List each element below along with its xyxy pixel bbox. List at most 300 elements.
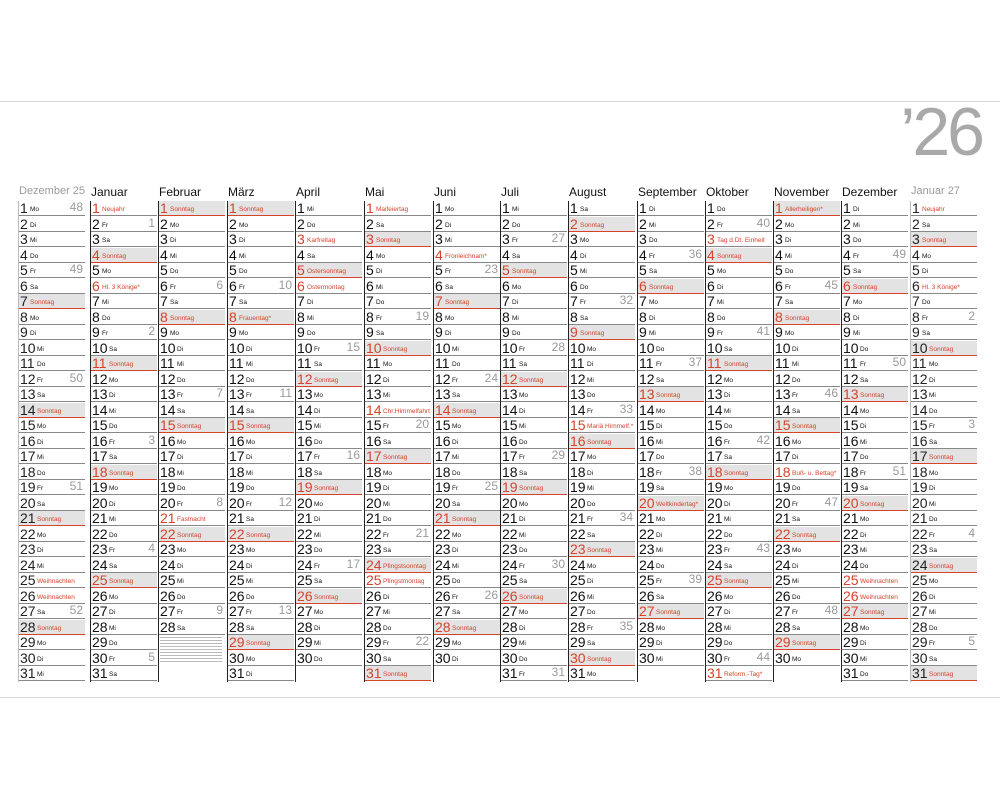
week-number: 13 <box>278 604 292 617</box>
day-cell <box>911 403 977 418</box>
weekday-label: Sonntag <box>452 624 477 632</box>
week-number: 35 <box>619 619 633 633</box>
day-number: 14 <box>707 402 723 418</box>
day-number: 27 <box>20 604 36 619</box>
weekday-label: Mi <box>860 655 867 663</box>
day-cell <box>774 542 840 557</box>
day-number: 20 <box>297 495 313 511</box>
day-number: 4 <box>297 247 305 263</box>
weekday-label: Do <box>587 392 596 399</box>
holiday-label: Pfingstmontag <box>383 578 425 585</box>
day-cell <box>774 263 840 278</box>
weekday-label: Fr <box>580 299 587 306</box>
weekday-label: Fr <box>102 221 109 229</box>
day-cell <box>842 294 908 309</box>
weekday-label: Do <box>512 330 521 337</box>
day-number: 3 <box>775 232 783 247</box>
month-header: August <box>569 185 607 199</box>
day-number: 16 <box>20 433 36 449</box>
day-number: 4 <box>92 247 100 263</box>
day-number: 22 <box>366 526 382 542</box>
day-cell <box>706 387 772 402</box>
day-cell <box>774 620 840 635</box>
day-cell <box>501 542 567 557</box>
weekday-label: Sa <box>785 299 793 306</box>
weekday-label: Mi <box>656 438 663 446</box>
day-cell <box>91 217 157 232</box>
day-number: 4 <box>775 247 783 263</box>
weekday-label: Mo <box>239 221 249 229</box>
day-cell <box>296 294 362 309</box>
day-number: 15 <box>570 418 586 433</box>
day-number: 28 <box>843 619 859 635</box>
day-cell <box>91 465 157 480</box>
day-cell <box>434 604 500 619</box>
weekday-label: Mo <box>170 330 180 337</box>
day-number: 13 <box>912 387 928 402</box>
day-cell <box>365 527 431 542</box>
month-column <box>500 201 569 682</box>
week-number: 2 <box>968 309 975 323</box>
day-number: 5 <box>570 263 578 278</box>
day-cell <box>638 651 704 666</box>
week-number: 36 <box>688 247 702 261</box>
weekday-label: Mi <box>314 640 321 647</box>
weekday-label: Do <box>246 593 255 601</box>
week-number: 1 <box>148 216 155 230</box>
weekday-label: Di <box>246 454 253 461</box>
holiday-label: Weihnachten <box>37 593 75 601</box>
day-cell <box>365 418 431 433</box>
day-number: 12 <box>160 371 176 387</box>
weekday-label: Sonntag <box>177 423 202 430</box>
weekday-label: Mo <box>246 438 256 446</box>
day-cell <box>638 279 704 294</box>
day-number: 20 <box>639 495 655 511</box>
weekday-label: Do <box>37 361 46 368</box>
week-number: 40 <box>756 216 770 230</box>
day-cell <box>911 651 977 666</box>
day-number: 13 <box>297 387 313 402</box>
day-cell <box>706 620 772 635</box>
week-number: 51 <box>892 464 906 478</box>
day-cell <box>569 387 635 402</box>
day-cell <box>911 232 977 247</box>
day-cell <box>638 294 704 309</box>
day-cell <box>365 449 431 464</box>
weekday-label: Fr <box>246 500 253 508</box>
day-cell <box>19 232 85 247</box>
weekday-label: Do <box>383 624 392 632</box>
day-cell <box>91 294 157 309</box>
day-number: 13 <box>435 387 451 402</box>
weekday-label: Fr <box>860 361 867 368</box>
day-cell <box>774 480 840 495</box>
month-header: Oktober <box>706 185 749 199</box>
day-cell <box>638 356 704 371</box>
day-number: 3 <box>570 232 578 247</box>
day-number: 18 <box>570 464 586 480</box>
day-cell <box>774 496 840 511</box>
day-cell <box>365 356 431 371</box>
day-number: 13 <box>843 387 859 402</box>
day-cell <box>159 201 225 216</box>
holiday-label: Ostersonntag <box>307 268 347 275</box>
weekday-label: Di <box>376 268 383 275</box>
day-cell <box>159 480 225 495</box>
day-number: 28 <box>639 619 655 635</box>
day-cell <box>842 589 908 604</box>
weekday-label: Mo <box>239 330 249 337</box>
day-cell <box>159 403 225 418</box>
day-number: 11 <box>435 356 450 371</box>
day-cell <box>706 279 772 294</box>
day-number: 27 <box>297 604 313 619</box>
day-cell <box>91 573 157 588</box>
weekday-label: Di <box>724 392 731 399</box>
day-cell <box>638 480 704 495</box>
weekday-label: Sa <box>656 376 664 384</box>
weekday-label: Mo <box>929 578 939 585</box>
weekday-label: Mo <box>860 516 870 523</box>
day-number: 23 <box>843 542 859 557</box>
day-cell <box>501 449 567 464</box>
weekday-label: Do <box>239 268 248 275</box>
weekday-label: Sa <box>792 407 800 415</box>
weekday-label: Di <box>724 609 731 616</box>
day-cell <box>911 604 977 619</box>
weekday-label: Fr <box>109 655 116 663</box>
day-cell <box>19 418 85 433</box>
day-cell <box>228 418 294 433</box>
weekday-label: Sonntag <box>314 593 339 601</box>
day-cell <box>365 589 431 604</box>
day-cell <box>774 589 840 604</box>
day-number: 16 <box>639 433 655 449</box>
day-number: 26 <box>160 588 176 604</box>
weekday-label: Fr <box>314 345 321 353</box>
day-cell <box>434 635 500 650</box>
holiday-label: Weihnachten <box>37 578 75 585</box>
weekday-label: Fr <box>724 547 731 554</box>
day-cell <box>569 480 635 495</box>
day-number: 1 <box>92 201 100 216</box>
weekday-label: Di <box>314 516 321 523</box>
day-cell <box>228 372 294 387</box>
weekday-label: Do <box>656 562 665 570</box>
weekday-label: Do <box>929 624 938 632</box>
day-cell <box>569 248 635 263</box>
day-number: 23 <box>297 542 313 557</box>
week-number: 43 <box>756 542 770 555</box>
day-cell <box>296 403 362 418</box>
weekday-label: Fr <box>656 469 663 477</box>
day-number: 16 <box>435 433 451 449</box>
weekday-label: Fr <box>452 485 459 492</box>
day-number: 4 <box>435 247 443 263</box>
weekday-label: Di <box>785 237 792 244</box>
week-number: 46 <box>824 387 838 400</box>
day-number: 28 <box>707 619 723 635</box>
day-number: 22 <box>229 526 245 542</box>
day-number: 6 <box>160 278 168 294</box>
day-cell <box>19 465 85 480</box>
weekday-label: Di <box>587 469 594 477</box>
day-cell <box>228 434 294 449</box>
weekday-label: Mo <box>383 361 393 368</box>
day-number: 7 <box>297 294 305 309</box>
weekday-label: Sa <box>587 640 595 647</box>
weekday-label: Di <box>587 361 594 368</box>
day-number: 21 <box>570 511 586 526</box>
weekday-label: Mo <box>452 423 462 430</box>
weekday-label: Mo <box>519 500 529 508</box>
day-number: 11 <box>160 356 175 371</box>
weekday-label: Sa <box>580 206 588 213</box>
day-cell <box>228 201 294 216</box>
day-number: 15 <box>912 418 928 433</box>
day-number: 15 <box>366 418 382 433</box>
weekday-label: Sa <box>656 593 664 601</box>
weekday-label: Mo <box>452 531 462 539</box>
weekday-label: Sonntag <box>246 423 271 430</box>
day-number: 24 <box>570 557 586 573</box>
day-number: 11 <box>229 356 244 371</box>
day-cell <box>911 635 977 650</box>
day-cell <box>774 527 840 542</box>
day-number: 29 <box>366 635 382 650</box>
weekday-label: Mi <box>170 252 177 260</box>
day-cell <box>569 558 635 573</box>
day-number: 14 <box>502 402 518 418</box>
day-cell <box>228 217 294 232</box>
weekday-label: Do <box>724 423 733 430</box>
day-number: 28 <box>92 619 108 635</box>
week-number: 48 <box>69 201 83 214</box>
weekday-label: Sa <box>246 624 254 632</box>
weekday-label: Sa <box>452 392 460 399</box>
day-number: 25 <box>20 573 36 588</box>
day-number: 17 <box>229 449 245 464</box>
day-number: 12 <box>297 371 313 387</box>
day-number: 7 <box>639 294 647 309</box>
day-cell <box>434 465 500 480</box>
day-number: 2 <box>843 216 851 232</box>
day-cell <box>842 496 908 511</box>
week-number: 25 <box>484 480 498 493</box>
weekday-label: Fr <box>512 237 519 244</box>
weekday-label: Mi <box>246 469 253 477</box>
weekday-label: Fr <box>929 640 936 647</box>
month-column <box>295 201 364 682</box>
weekday-label: Mi <box>307 206 314 213</box>
day-number: 21 <box>843 511 859 526</box>
day-number: 18 <box>639 464 655 480</box>
day-number: 4 <box>366 247 374 263</box>
day-cell <box>706 666 772 681</box>
weekday-label: Sonntag <box>177 531 202 539</box>
day-cell <box>91 651 157 666</box>
weekday-label: Fr <box>170 283 177 291</box>
day-number: 19 <box>912 480 928 495</box>
day-number: 17 <box>297 449 313 464</box>
day-number: 14 <box>92 402 108 418</box>
day-number: 3 <box>92 232 100 247</box>
day-number: 15 <box>20 418 36 433</box>
weekday-label: Di <box>109 392 116 399</box>
day-cell <box>91 480 157 495</box>
weekday-label: Fr <box>519 671 526 678</box>
day-number: 16 <box>502 433 518 449</box>
day-number: 13 <box>160 387 176 402</box>
day-cell <box>159 589 225 604</box>
holiday-label: Tag d.Dt. Einheit <box>717 237 765 244</box>
day-number: 11 <box>570 356 585 371</box>
day-cell <box>91 496 157 511</box>
weekday-label: Di <box>383 485 390 492</box>
day-cell <box>296 325 362 340</box>
weekday-label: Sa <box>177 407 185 415</box>
day-number: 24 <box>366 557 382 573</box>
day-number: 24 <box>843 557 859 573</box>
day-cell <box>434 558 500 573</box>
weekday-label: Di <box>37 438 44 446</box>
weekday-label: Di <box>587 578 594 585</box>
day-cell <box>911 449 977 464</box>
day-number: 10 <box>843 340 859 356</box>
month-column <box>841 201 910 682</box>
weekday-label: Sonntag <box>929 454 954 461</box>
day-cell <box>91 558 157 573</box>
weekday-label: Mi <box>512 206 519 213</box>
day-cell <box>569 542 635 557</box>
weekday-label: Mo <box>37 640 47 647</box>
weekday-label: Fr <box>853 252 860 260</box>
day-number: 15 <box>707 418 723 433</box>
day-cell <box>911 527 977 542</box>
weekday-label: Sonntag <box>785 314 810 322</box>
week-number: 4 <box>968 526 975 540</box>
day-cell <box>501 279 567 294</box>
day-number: 6 <box>912 278 920 294</box>
day-cell <box>434 480 500 495</box>
day-number: 24 <box>297 557 313 573</box>
day-number: 29 <box>229 635 245 650</box>
day-cell <box>842 372 908 387</box>
day-cell <box>842 279 908 294</box>
day-cell <box>228 589 294 604</box>
day-cell <box>501 604 567 619</box>
weekday-label: Mi <box>929 392 936 399</box>
weekday-label: Fr <box>860 469 867 477</box>
holiday-label: Karfreitag <box>307 237 336 244</box>
day-number: 5 <box>639 263 647 278</box>
weekday-label: Do <box>860 671 869 678</box>
day-cell <box>911 480 977 495</box>
day-cell <box>228 387 294 402</box>
month-header: September <box>638 185 697 199</box>
day-cell <box>501 341 567 356</box>
day-cell <box>706 418 772 433</box>
day-cell <box>774 294 840 309</box>
weekday-label: Mo <box>792 438 802 446</box>
day-number: 15 <box>435 418 451 433</box>
weekday-label: Do <box>922 299 931 306</box>
month-header: März <box>228 185 255 199</box>
weekday-label: Sonntag <box>792 531 817 539</box>
weekday-label: Do <box>30 252 39 260</box>
day-number: 22 <box>775 526 791 542</box>
week-number: 33 <box>619 402 633 416</box>
month-header: Januar <box>91 185 128 199</box>
weekday-label: Sonntag <box>376 237 401 244</box>
weekday-label: Do <box>519 655 528 663</box>
weekday-label: Fr <box>177 609 184 616</box>
day-number: 27 <box>639 604 655 619</box>
day-cell <box>842 356 908 371</box>
day-number: 10 <box>570 340 586 356</box>
weekday-label: Fr <box>383 423 390 430</box>
weekday-label: Mo <box>717 268 727 275</box>
day-number: 15 <box>92 418 108 433</box>
day-cell <box>706 480 772 495</box>
weekday-label: Fr <box>452 593 459 601</box>
day-cell <box>911 589 977 604</box>
weekday-label: Mi <box>452 454 459 461</box>
weekday-label: Mi <box>649 330 656 337</box>
holiday-label: Ostermontag <box>307 283 345 291</box>
weekday-label: Mi <box>580 268 587 275</box>
day-number: 13 <box>639 387 655 402</box>
day-number: 23 <box>639 542 655 557</box>
day-cell <box>365 294 431 309</box>
day-number: 21 <box>775 511 791 526</box>
day-number: 15 <box>843 418 859 433</box>
day-cell <box>296 573 362 588</box>
weekday-label: Sa <box>314 578 322 585</box>
weekday-label: Di <box>445 330 452 337</box>
weekday-label: Mi <box>246 361 253 368</box>
day-number: 9 <box>843 325 851 340</box>
day-cell <box>501 573 567 588</box>
day-number: 20 <box>20 495 36 511</box>
day-number: 14 <box>570 402 586 418</box>
weekday-label: Mi <box>109 407 116 415</box>
day-number: 25 <box>502 573 518 588</box>
day-cell <box>911 387 977 402</box>
day-number: 22 <box>502 526 518 542</box>
day-number: 7 <box>160 294 168 309</box>
day-number: 23 <box>229 542 245 557</box>
day-cell <box>91 542 157 557</box>
day-number: 6 <box>502 278 510 294</box>
day-cell <box>91 279 157 294</box>
day-cell <box>638 511 704 526</box>
weekday-label: Mi <box>246 578 253 585</box>
weekday-label: Mi <box>792 578 799 585</box>
day-number: 25 <box>639 573 655 588</box>
day-cell <box>296 542 362 557</box>
day-number: 23 <box>435 542 451 557</box>
day-cell <box>569 604 635 619</box>
day-cell <box>842 480 908 495</box>
week-number: 47 <box>824 495 838 509</box>
weekday-label: Do <box>792 376 801 384</box>
weekday-label: Sa <box>853 268 861 275</box>
day-cell <box>159 294 225 309</box>
day-number: 25 <box>707 573 723 588</box>
weekday-label: Sa <box>376 330 384 337</box>
